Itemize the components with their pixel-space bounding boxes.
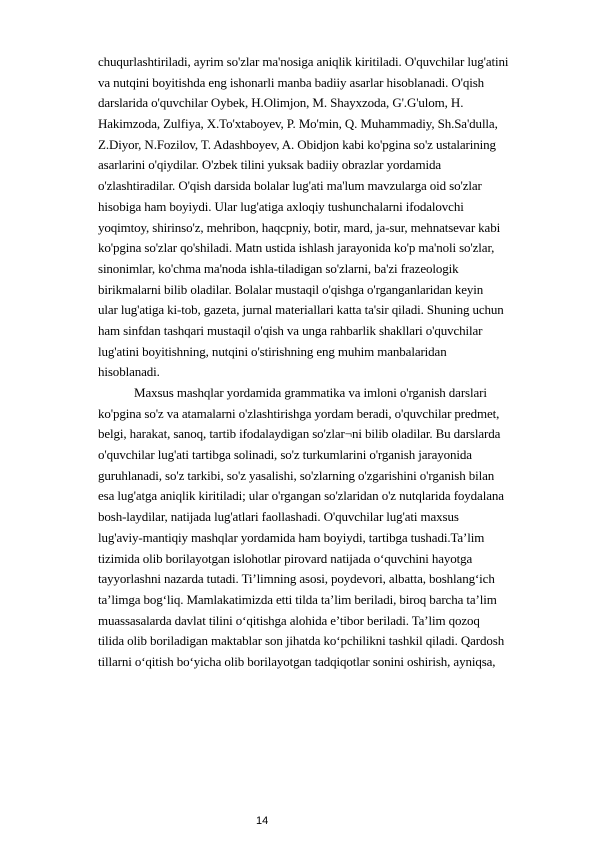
text-line: va nutqini boyitishda eng ishonarli manba badiiy asarlar hisoblanadi. O'qish xyxy=(98,74,485,90)
text-line: tilida olib boriladigan maktablar son jihatda ko‘pchilikni tashkil qiladi. Qardosh xyxy=(98,633,505,649)
text-line: o'quvchilar lug'ati tartibga solinadi, so'z turkumlarini o'rganish jarayonida xyxy=(98,447,472,463)
text-line: muassasalarda davlat tilini o‘qitishga alohida e’tibor beriladi. Ta’lim qozoq xyxy=(98,612,480,628)
text-line: tillarni o‘qitish bo‘yicha olib borilayotgan tadqiqotlar sonini oshirish, ayniqsa, xyxy=(98,653,496,669)
text-line: ko'pgina so'z va atamalarni o'zlashtirishga yordam beradi, o'quvchilar predmet, xyxy=(98,405,500,421)
text-line: ko'pgina so'zlar qo'shiladi. Matn ustida ishlash jarayonida ko'p ma'noli so'zlar, xyxy=(98,240,495,256)
text-line: ular lug'atiga ki-tob, gazeta, jurnal materiallari katta ta'sir qiladi. Shuning uchun xyxy=(98,302,504,318)
text-line: lug'atini boyitishning, nutqini o'stirishning eng muhim manbalaridan xyxy=(98,343,447,359)
text-line: bosh-laydilar, natijada lug'atlari faollashadi. O'quvchilar lug'ati maxsus xyxy=(98,509,459,525)
text-line: birikmalarni bilib oladilar. Bolalar mustaqil o'qishga o'rganganlaridan keyin xyxy=(98,281,484,297)
text-line: Z.Diyor, N.Fozilov, T. Adashboyev, A. Obidjon kabi ko'pgina so'z ustalarining xyxy=(98,136,496,152)
document-page xyxy=(98,52,558,673)
text-line: Hakimzoda, Zulfiya, X.To'xtaboyev, P. Mo'min, Q. Muhammadiy, Sh.Sa'dulla, xyxy=(98,116,498,132)
text-line: darslarida o'quvchilar Oybek, H.Olimjon, M. Shayxzoda, G'.G'ulom, H. xyxy=(98,95,464,111)
text-line: chuqurlashtiriladi, ayrim so'zlar ma'nosiga aniqlik kiritiladi. O'quvchilar lug'atini xyxy=(98,54,509,69)
text-line: asarlarini o'qiydilar. O'zbek tilini yuksak badiiy obrazlar yordamida xyxy=(98,157,441,173)
text-line: o'zlashtiradilar. O'qish darsida bolalar lug'ati ma'lum mavzularga oid so'zlar xyxy=(98,178,482,194)
text-line: lug'aviy-mantiqiy mashqlar yordamida ham boyiydi, tartibga tushadi.Ta’lim xyxy=(98,529,485,545)
text-line: ham sinfdan tashqari mustaqil o'qish va unga rahbarlik shakllari o'quvchilar xyxy=(98,322,483,338)
text-line: tizimida olib borilayotgan islohotlar pirovard natijada o‘quvchini hayotga xyxy=(98,550,473,566)
text-line: tayyorlashni nazarda tutadi. Ti’limning asosi, poydevori, albatta, boshlang‘ich xyxy=(98,571,495,587)
page-number: 14 xyxy=(256,815,269,827)
text-line: ta’limga bog‘liq. Mamlakatimizda etti tilda ta’lim beriladi, biroq barcha ta’lim xyxy=(98,591,497,607)
text-line: belgi, harakat, sanoq, tartib ifodalaydigan so'zlar¬ni bilib oladilar. Bu darslarda xyxy=(98,426,501,442)
text-line: hisobiga ham boyiydi. Ular lug'atiga axloqiy tushunchalarni ifodalovchi xyxy=(98,198,464,214)
text-line: guruhlanadi, so'z tarkibi, so'z yasalishi, so'zlarning o'zgarishini o'rganish bilan xyxy=(98,467,495,483)
text-line: yoqimtoy, shirinso'z, mehribon, haqcpniy, botir, mard, ja-sur, mehnatsevar kabi xyxy=(98,219,501,235)
text-line: esa lug'atga aniqlik kiritiladi; ular o'rgangan so'zlaridan o'z nutqlarida foydalana xyxy=(98,488,504,504)
paragraph-first-line: Maxsus mashqlar yordamida grammatika va imloni o'rganish darslari xyxy=(134,385,487,400)
text-line: hisoblanadi. xyxy=(98,364,160,380)
text-line: sinonimlar, ko'chma ma'noda ishla-tiladigan so'zlarni, ba'zi frazeologik xyxy=(98,260,459,276)
